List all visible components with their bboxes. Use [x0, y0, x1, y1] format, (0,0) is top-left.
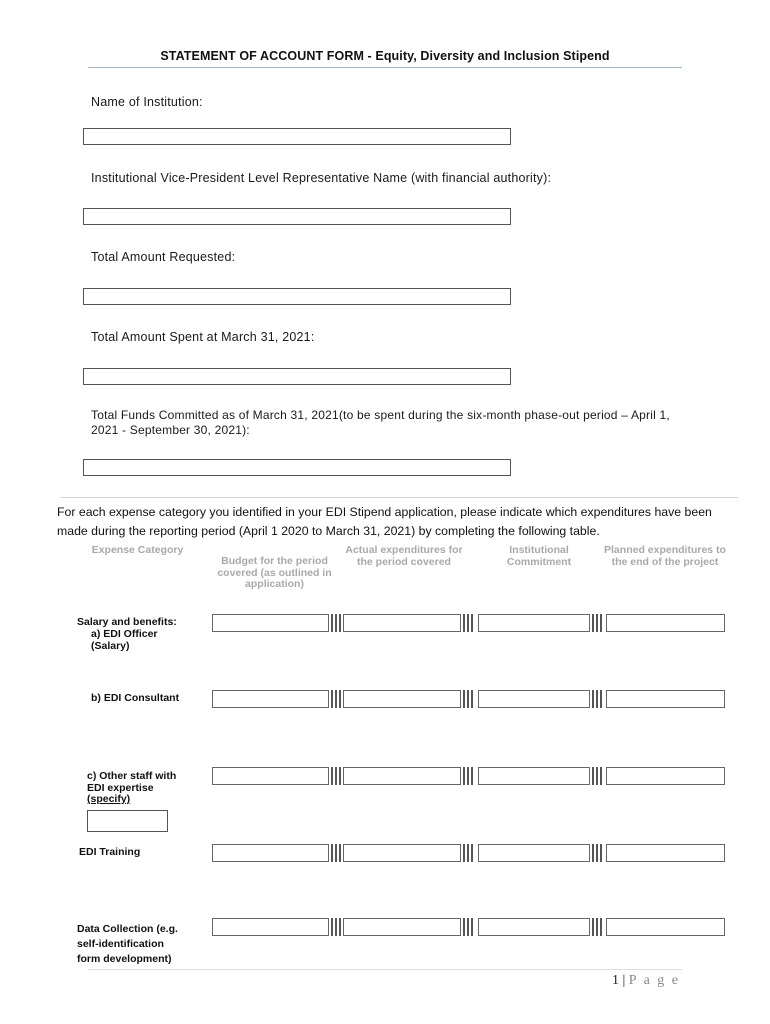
edi-consultant-institutional-input[interactable]: [478, 690, 590, 708]
edi-training-budget-input[interactable]: [212, 844, 329, 862]
column-separator: [331, 918, 341, 936]
header-budget: Budget for the period covered (as outlined in application): [217, 555, 332, 590]
edi-officer-planned-input[interactable]: [606, 614, 725, 632]
column-separator: [592, 614, 602, 632]
column-separator: [331, 690, 341, 708]
column-separator: [463, 767, 473, 785]
row-label-edi-officer: a) EDI Officer (Salary): [91, 628, 158, 652]
edi-training-actual-input[interactable]: [343, 844, 461, 862]
row-label-salary: Salary and benefits:: [77, 616, 177, 628]
table-instructions: For each expense category you identified in your EDI Stipend application, please indicate which expenditures have been made during the reporting period (April 1 2020 to March 31, 2021) by completing the following table.: [57, 505, 712, 538]
column-separator: [592, 844, 602, 862]
edi-training-planned-input[interactable]: [606, 844, 725, 862]
data-collection-budget-input[interactable]: [212, 918, 329, 936]
other-staff-actual-input[interactable]: [343, 767, 461, 785]
column-separator: [592, 767, 602, 785]
vp-representative-input[interactable]: [83, 208, 511, 225]
column-separator: [331, 844, 341, 862]
column-separator: [331, 614, 341, 632]
other-staff-institutional-input[interactable]: [478, 767, 590, 785]
row-label-edi-consultant: b) EDI Consultant: [91, 692, 180, 704]
column-separator: [463, 918, 473, 936]
institution-input[interactable]: [83, 128, 511, 145]
edi-consultant-budget-input[interactable]: [212, 690, 329, 708]
edi-consultant-actual-input[interactable]: [343, 690, 461, 708]
column-separator: [331, 767, 341, 785]
footer-divider: [88, 969, 682, 970]
page-separator: |: [618, 973, 629, 988]
other-staff-budget-input[interactable]: [212, 767, 329, 785]
header-expense-category: Expense Category: [91, 544, 184, 556]
amount-requested-label: Total Amount Requested:: [91, 250, 236, 264]
section-divider: [60, 497, 738, 498]
edi-consultant-planned-input[interactable]: [606, 690, 725, 708]
page-label: P a g e: [628, 973, 680, 988]
header-actual: Actual expenditures for the period covered: [345, 544, 463, 568]
row-label-other-staff: c) Other staff with EDI expertise: [87, 770, 177, 794]
data-collection-institutional-input[interactable]: [478, 918, 590, 936]
data-collection-planned-input[interactable]: [606, 918, 725, 936]
amount-spent-input[interactable]: [83, 368, 511, 385]
edi-training-institutional-input[interactable]: [478, 844, 590, 862]
page-number: 1: [611, 973, 619, 988]
institution-label: Name of Institution:: [91, 95, 203, 109]
column-separator: [592, 690, 602, 708]
page-footer: [612, 973, 680, 989]
edi-officer-institutional-input[interactable]: [478, 614, 590, 632]
header-institutional: Institutional Commitment: [506, 544, 572, 568]
column-separator: [463, 690, 473, 708]
edi-officer-budget-input[interactable]: [212, 614, 329, 632]
other-staff-planned-input[interactable]: [606, 767, 725, 785]
row-label-specify: (specify): [87, 793, 131, 805]
funds-committed-input[interactable]: [83, 459, 511, 476]
column-separator: [463, 844, 473, 862]
funds-committed-label: Total Funds Committed as of March 31, 2021(to be spent during the six-month phase-out period – April 1, 2021 - September 30, 2021):: [91, 408, 670, 437]
row-label-data-collection: Data Collection (e.g. self-identification form development): [77, 923, 178, 965]
amount-requested-input[interactable]: [83, 288, 511, 305]
header-planned: Planned expenditures to the end of the project: [604, 544, 726, 568]
title-divider: [88, 67, 682, 68]
column-separator: [463, 614, 473, 632]
amount-spent-label: Total Amount Spent at March 31, 2021:: [91, 330, 315, 344]
specify-input[interactable]: [87, 810, 168, 832]
edi-officer-actual-input[interactable]: [343, 614, 461, 632]
column-separator: [592, 918, 602, 936]
row-label-edi-training: EDI Training: [79, 846, 141, 858]
data-collection-actual-input[interactable]: [343, 918, 461, 936]
vp-representative-label: Institutional Vice-President Level Representative Name (with financial authority):: [91, 171, 552, 185]
form-title: STATEMENT OF ACCOUNT FORM - Equity, Diversity and Inclusion Stipend: [160, 49, 610, 63]
